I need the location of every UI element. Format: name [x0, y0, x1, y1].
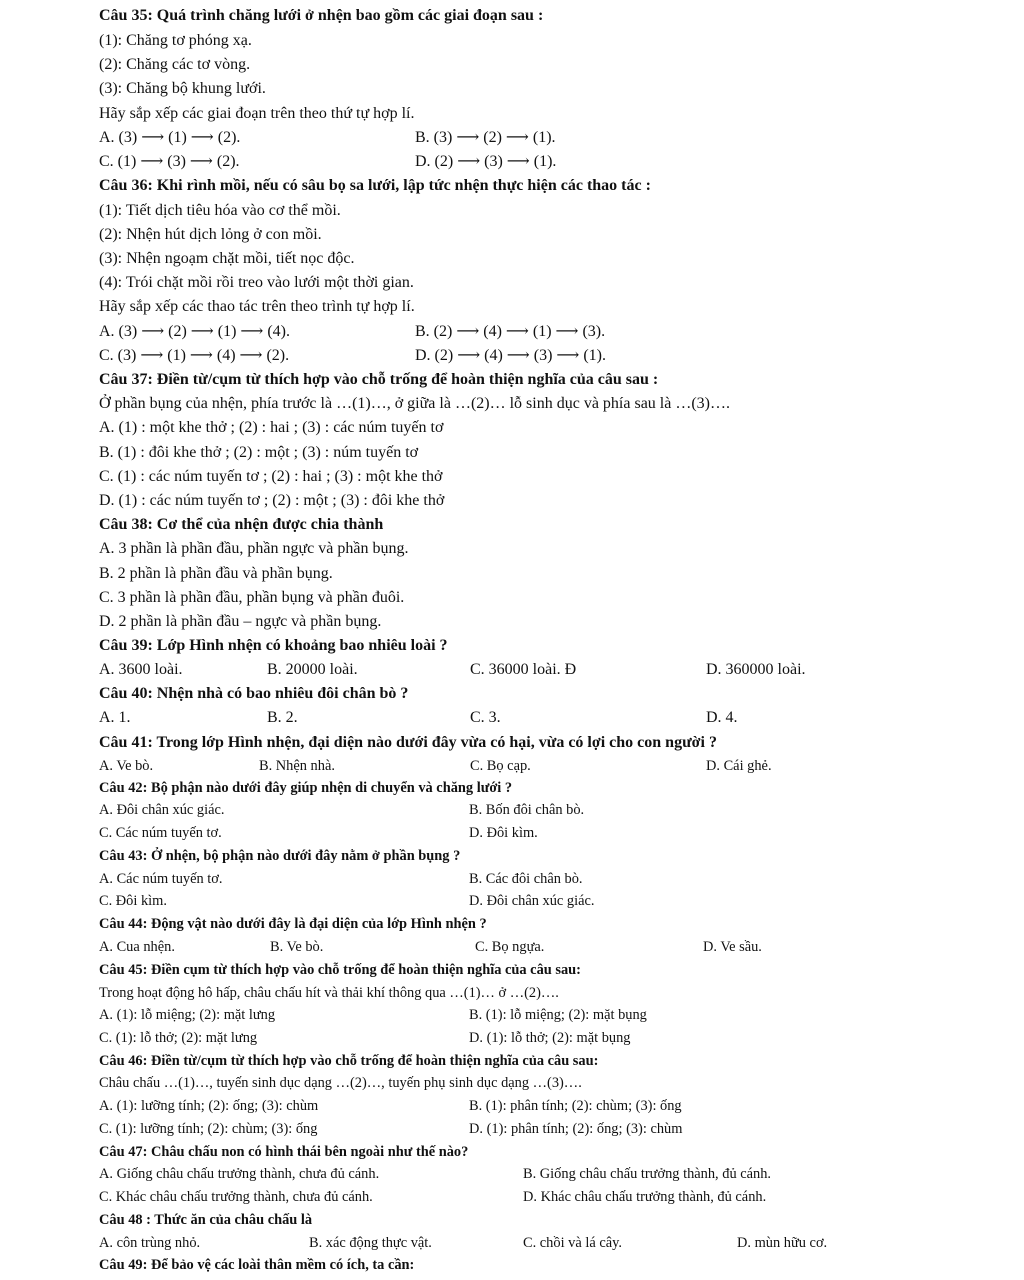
option-c: C. (1): lưỡng tính; (2): chùm; (3): ống — [99, 1121, 318, 1137]
option-a: A. (3) ⟶ (2) ⟶ (1) ⟶ (4). — [99, 323, 290, 340]
option-d: D. 4. — [706, 709, 738, 726]
question-37-option-b: B. (1) : đôi khe thở ; (2) : một ; (3) : núm tuyến tơ — [99, 444, 419, 461]
option-d: D. Đôi kìm. — [469, 825, 538, 841]
question-44-title: Câu 44: Động vật nào dưới đây là đại diện của lớp Hình nhện ? — [99, 916, 487, 932]
option-a: A. (1): lưỡng tính; (2): ống; (3): chùm — [99, 1098, 319, 1114]
question-45-title: Câu 45: Điền cụm từ thích hợp vào chỗ trống để hoàn thiện nghĩa của câu sau: — [99, 962, 581, 978]
option-b: B. xác động thực vật. — [309, 1235, 432, 1251]
question-36-item-2: (2): Nhện hút dịch lỏng ở con mồi. — [99, 226, 322, 243]
option-c: C. 3. — [470, 709, 501, 726]
question-35-item-1: (1): Chăng tơ phóng xạ. — [99, 32, 252, 49]
option-b: B. Ve bò. — [270, 939, 324, 955]
question-46-title: Câu 46: Điền từ/cụm từ thích hợp vào chỗ trống để hoàn thiện nghĩa của câu sau: — [99, 1053, 599, 1069]
question-38-option-d: D. 2 phần là phần đầu – ngực và phần bụng. — [99, 613, 382, 630]
option-d: D. (2) ⟶ (4) ⟶ (3) ⟶ (1). — [415, 347, 606, 364]
option-b: B. (2) ⟶ (4) ⟶ (1) ⟶ (3). — [415, 323, 606, 340]
option-b: B. 2. — [267, 709, 298, 726]
option-b: B. 20000 loài. — [267, 661, 358, 678]
question-38-option-a: A. 3 phần là phần đầu, phần ngực và phần bụng. — [99, 540, 409, 557]
question-38-title: Câu 38: Cơ thể của nhện được chia thành — [99, 516, 384, 533]
option-a: A. Giống châu chấu trưởng thành, chưa đủ cánh. — [99, 1166, 380, 1182]
option-b: B. (3) ⟶ (2) ⟶ (1). — [415, 129, 556, 146]
option-b: B. (1): phân tính; (2): chùm; (3): ống — [469, 1098, 682, 1114]
question-46-stem: Châu chấu …(1)…, tuyến sinh dục dạng …(2)…, tuyến phụ sinh dục dạng …(3)…. — [99, 1075, 582, 1091]
question-37-title: Câu 37: Điền từ/cụm từ thích hợp vào chỗ trống để hoàn thiện nghĩa của câu sau : — [99, 371, 659, 388]
option-d: D. 360000 loài. — [706, 661, 806, 678]
question-37-option-c: C. (1) : các núm tuyến tơ ; (2) : hai ; (3) : một khe thở — [99, 468, 443, 485]
question-36-title: Câu 36: Khi rình mồi, nếu có sâu bọ sa lưới, lập tức nhện thực hiện các thao tác : — [99, 177, 651, 194]
option-c: C. chồi và lá cây. — [523, 1235, 622, 1251]
question-39-title: Câu 39: Lớp Hình nhện có khoảng bao nhiêu loài ? — [99, 637, 448, 654]
question-42-title: Câu 42: Bộ phận nào dưới đây giúp nhện di chuyển và chăng lưới ? — [99, 780, 513, 796]
question-40-title: Câu 40: Nhện nhà có bao nhiêu đôi chân bò ? — [99, 685, 409, 702]
option-b: B. (1): lỗ miệng; (2): mặt bụng — [469, 1007, 647, 1023]
option-a: A. côn trùng nhỏ. — [99, 1235, 201, 1251]
question-45-stem: Trong hoạt động hô hấp, châu chấu hít và thải khí thông qua …(1)… ở …(2)…. — [99, 985, 559, 1001]
question-37-stem: Ở phần bụng của nhện, phía trước là …(1)…, ở giữa là …(2)… lỗ sinh dục và phía sau là …(3)…. — [99, 395, 730, 412]
option-a: A. 3600 loài. — [99, 661, 183, 678]
option-c: C. Các núm tuyến tơ. — [99, 825, 222, 841]
option-d: D. Ve sầu. — [703, 939, 762, 955]
question-36-item-1: (1): Tiết dịch tiêu hóa vào cơ thể mồi. — [99, 202, 341, 219]
question-36-instruction: Hãy sắp xếp các thao tác trên theo trình tự hợp lí. — [99, 298, 415, 315]
option-c: C. (1) ⟶ (3) ⟶ (2). — [99, 153, 240, 170]
option-a: A. Ve bò. — [99, 758, 154, 774]
option-c: C. Bọ ngựa. — [475, 939, 545, 955]
option-c: C. Đôi kìm. — [99, 893, 167, 909]
option-a: A. (1): lỗ miệng; (2): mặt lưng — [99, 1007, 276, 1023]
option-b: B. Giống châu chấu trưởng thành, đủ cánh. — [523, 1166, 771, 1182]
question-41-title: Câu 41: Trong lớp Hình nhện, đại diện nào dưới đây vừa có hại, vừa có lợi cho con người ? — [99, 734, 717, 751]
option-d: D. (1): phân tính; (2): ống; (3): chùm — [469, 1121, 683, 1137]
question-35-title: Câu 35: Quá trình chăng lưới ở nhện bao gồm các giai đoạn sau : — [99, 7, 544, 24]
option-a: A. (3) ⟶ (1) ⟶ (2). — [99, 129, 241, 146]
question-36-item-3: (3): Nhện ngoạm chặt mồi, tiết nọc độc. — [99, 250, 355, 267]
question-37-option-a: A. (1) : một khe thở ; (2) : hai ; (3) : các núm tuyến tơ — [99, 419, 444, 436]
question-37-option-d: D. (1) : các núm tuyến tơ ; (2) : một ; (3) : đôi khe thở — [99, 492, 445, 509]
question-43-title: Câu 43: Ở nhện, bộ phận nào dưới đây nằm ở phần bụng ? — [99, 848, 461, 864]
option-a: A. Các núm tuyến tơ. — [99, 871, 223, 887]
option-c: C. (1): lỗ thở; (2): mặt lưng — [99, 1030, 258, 1046]
option-d: D. (1): lỗ thở; (2): mặt bụng — [469, 1030, 631, 1046]
question-36-item-4: (4): Trói chặt mồi rồi treo vào lưới một thời gian. — [99, 274, 414, 291]
option-c: C. Khác châu chấu trưởng thành, chưa đủ cánh. — [99, 1189, 373, 1205]
question-38-option-c: C. 3 phần là phần đầu, phần bụng và phần đuôi. — [99, 589, 405, 606]
question-35-item-3: (3): Chăng bộ khung lưới. — [99, 80, 266, 97]
question-48-title: Câu 48 : Thức ăn của châu chấu là — [99, 1212, 313, 1228]
option-c: C. Bọ cạp. — [470, 758, 531, 774]
option-b: B. Nhện nhà. — [259, 758, 335, 774]
question-47-title: Câu 47: Châu chấu non có hình thái bên ngoài như thế nào? — [99, 1144, 469, 1160]
option-d: D. Đôi chân xúc giác. — [469, 893, 595, 909]
option-d: D. mùn hữu cơ. — [737, 1235, 828, 1251]
option-b: B. Các đôi chân bò. — [469, 871, 583, 887]
question-49-title: Câu 49: Để bảo vệ các loài thân mềm có ích, ta cần: — [99, 1257, 415, 1273]
option-a: A. 1. — [99, 709, 131, 726]
question-38-option-b: B. 2 phần là phần đầu và phần bụng. — [99, 565, 333, 582]
question-35-item-2: (2): Chăng các tơ vòng. — [99, 56, 251, 73]
option-d: D. Cái ghẻ. — [706, 758, 772, 774]
option-d: D. (2) ⟶ (3) ⟶ (1). — [415, 153, 557, 170]
option-c: C. 36000 loài. Đ — [470, 661, 577, 678]
option-a: A. Cua nhện. — [99, 939, 175, 955]
question-35-instruction: Hãy sắp xếp các giai đoạn trên theo thứ tự hợp lí. — [99, 105, 415, 122]
option-a: A. Đôi chân xúc giác. — [99, 802, 225, 818]
option-b: B. Bốn đôi chân bò. — [469, 802, 585, 818]
option-c: C. (3) ⟶ (1) ⟶ (4) ⟶ (2). — [99, 347, 290, 364]
option-d: D. Khác châu chấu trưởng thành, đủ cánh. — [523, 1189, 767, 1205]
